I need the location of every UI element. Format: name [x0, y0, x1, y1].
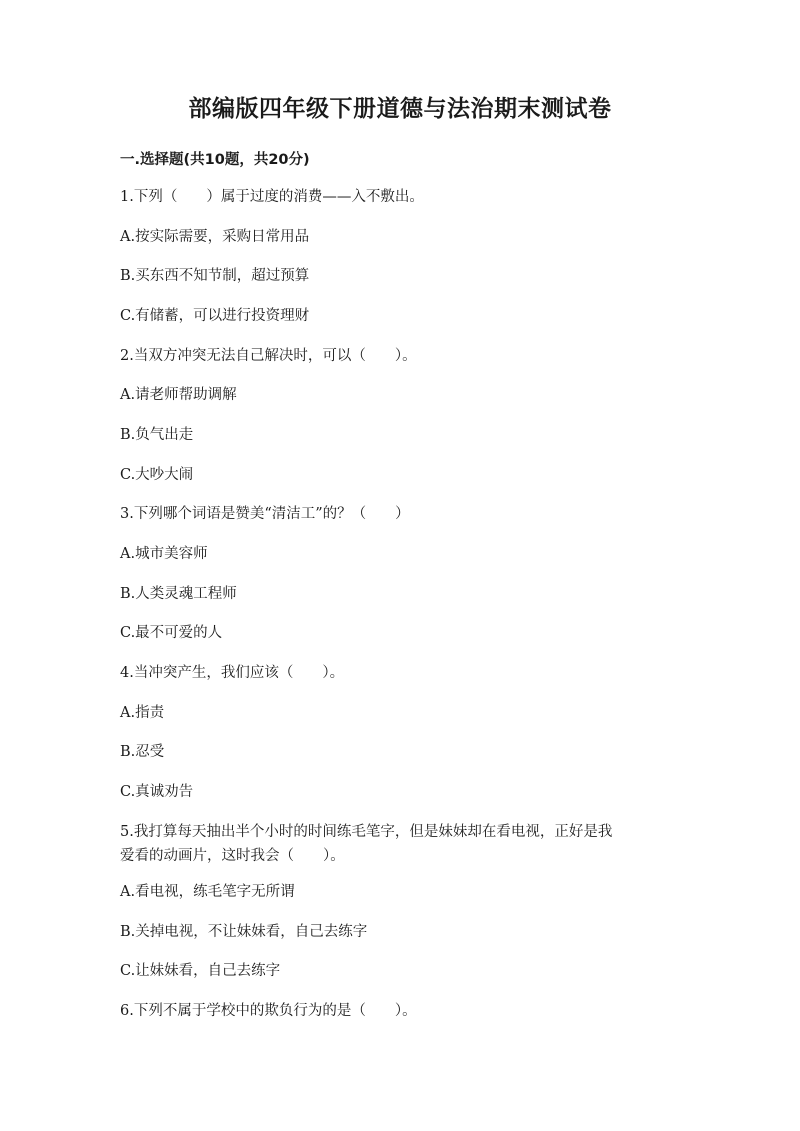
question-4-option-a: A.指责: [120, 705, 165, 721]
question-2-option-c: C.大吵大闹: [120, 467, 194, 483]
question-5-stem-line-1: 5.我打算每天抽出半个小时的时间练毛笔字，但是妹妹却在看电视，正好是我: [120, 824, 613, 840]
question-2-option-b: B.负气出走: [120, 427, 194, 443]
question-2-option-a: A.请老师帮助调解: [120, 387, 237, 403]
question-1-option-c: C.有储蓄，可以进行投资理财: [120, 308, 310, 324]
section-heading: 一.选择题(共10题，共20分): [120, 152, 310, 168]
question-3-option-c: C.最不可爱的人: [120, 625, 223, 641]
question-4-option-b: B.忍受: [120, 744, 165, 760]
question-5-option-b: B.关掉电视，不让妹妹看，自己去练字: [120, 924, 368, 940]
question-2-stem: 2.当双方冲突无法自己解决时，可以（ ）。: [120, 348, 417, 364]
question-1-stem: 1.下列（ ）属于过度的消费——入不敷出。: [120, 189, 424, 205]
question-5-option-c: C.让妹妹看，自己去练字: [120, 963, 281, 979]
question-1-option-a: A.按实际需要，采购日常用品: [120, 229, 310, 245]
question-4-option-c: C.真诚劝告: [120, 784, 194, 800]
question-5-option-a: A.看电视，练毛笔字无所谓: [120, 884, 295, 900]
question-6-stem: 6.下列不属于学校中的欺负行为的是（ ）。: [120, 1003, 417, 1019]
question-3-stem: 3.下列哪个词语是赞美“清洁工”的？（ ）: [120, 506, 410, 522]
question-3-option-b: B.人类灵魂工程师: [120, 586, 237, 602]
question-3-option-a: A.城市美容师: [120, 546, 208, 562]
question-1-option-b: B.买东西不知节制，超过预算: [120, 268, 310, 284]
question-5-stem-line-2: 爱看的动画片，这时我会（ ）。: [120, 848, 345, 864]
question-4-stem: 4.当冲突产生，我们应该（ ）。: [120, 665, 345, 681]
page-title: 部编版四年级下册道德与法治期末测试卷: [188, 96, 612, 122]
